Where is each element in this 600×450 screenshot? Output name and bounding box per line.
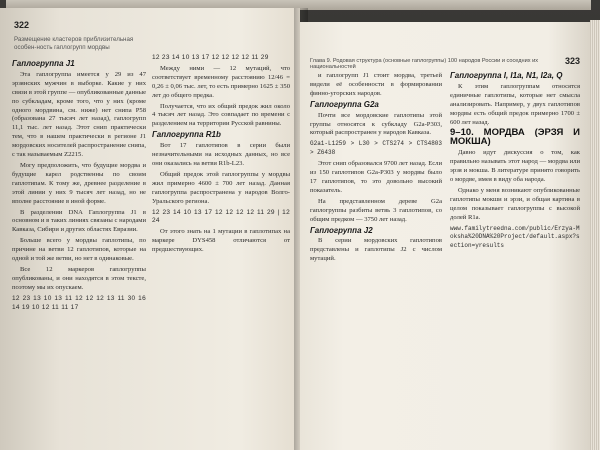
left-page <box>0 8 300 450</box>
paragraph: Этот снип образовался 9700 лет назад. Если из 150 гаплотипов G2a-P303 у мордвы было 17 гаплотипов, то это довольно высокий показатель. <box>310 160 442 194</box>
right-page-header: Глава 9. Родовая структура (основные гаплогруппы) 100 народов России и соседних их национальностей <box>310 58 539 70</box>
heading-j1: Гаплогруппа J1 <box>12 59 75 68</box>
page-stack-edge <box>590 20 600 450</box>
right-column-2 <box>450 72 580 253</box>
right-page <box>300 22 592 450</box>
right-page-number: 323 <box>564 56 580 66</box>
heading-g2a: Гаплогруппа G2a <box>310 99 379 109</box>
project-url: www.familytreedna.com/public/Erzya-Moksha%20DNA%20Project/default.aspx?section=yresults <box>450 224 580 250</box>
paragraph: На представленном дереве G2a гаплогруппы разбиты ветвь 3 гаплотипов, со общим предком — 3750 лет назад. <box>310 197 442 223</box>
left-column-2 <box>152 54 290 257</box>
left-column-1 <box>12 60 146 314</box>
snp-formula: G2a1-L1259 > L30 > CTS274 > CTS4803 > Z6438 <box>310 140 442 157</box>
heading-misc: Гаплогруппа I, I1a, N1, I2a, Q <box>450 71 563 80</box>
paragraph: Больше всего у мордвы гаплотипы, по причине на ветви 12 гаплотипов, которые на одной и той же ветви, но нет в одинаковые. <box>12 237 146 263</box>
paragraph: Получается, что их общий предок жил около 4 тысяч лет назад. Это совпадает по времени с разделением на территории Русской равнины. <box>152 102 290 128</box>
heading-r1b: Гаплогруппа R1b <box>152 130 221 140</box>
haplotype-numbers: 12 23 14 10 13 17 12 12 12 12 11 29 | 12 24 <box>152 208 290 225</box>
paragraph: Все 12 маркеров гаплогруппы опубликованы, и они находятся в этом тексте, поэтому мы их опускаем. <box>12 265 146 291</box>
paragraph: Вот 17 гаплотипов в серии были незначительными на исходных данных, но все они оказались на ветви R1b-L23. <box>152 142 290 167</box>
heading-j2: Гаплогруппа J2 <box>310 225 373 235</box>
paragraph: и гаплогрупп J1 стоит мордва, третьей видели её особенности в формировании финно-угорских народов. <box>310 72 442 97</box>
paragraph: Могу предположить, что будущие мордва и будущие карел родственны по своим гаплотипам. К тому же, древнее разделение в этой линии у них 9 тысяч лет назад, но не вполне расстояние в иной форме. <box>12 161 146 205</box>
paragraph: Между ними — 12 мутаций, что соответствует временному расстоянию 12/46 = 0,26 ± 0,06 тыс. лет, то есть примерно 1625 ± 350 лет до общего предка. <box>152 64 290 99</box>
paragraph: В серии мордовских гаплотипов представлены и гаплотипы J2 с числом мутаций. <box>310 237 442 263</box>
paragraph: Почти все мордовские гаплотипы этой группы относятся к субкладу G2a-P303, который распространен у народов Кавказа. <box>310 111 442 137</box>
right-column-1 <box>310 72 442 266</box>
paragraph: Общий предок этой гаплогруппы у мордвы жил примерно 4600 ± 700 лет назад. Данная гаплогруппа распространена у народов Волго-Уральского региона. <box>152 170 290 205</box>
haplotype-numbers: 12 23 14 10 13 17 12 12 12 12 11 29 <box>152 54 269 61</box>
left-page-number: 322 <box>14 20 30 30</box>
paragraph: От этого знать на 1 мутации в гаплотипах на маркере DYS458 отличаются от предшествующих. <box>152 228 290 254</box>
section-title: 9–10. МОРДВА (ЭРЗЯ И МОКША) <box>450 127 580 148</box>
paragraph: Однако у меня возникают опубликованные гаплотипы мокши и эрзи, и общая картина в целом показывает гаплогруппы с высокой долей R1a. <box>450 186 580 221</box>
paragraph: В разделении DNA Гаплогруппа J1 в основном и в таких линиях связаны с народами Кавказа, Сибири и других областях Евразии. <box>12 208 146 234</box>
paragraph: К этим гаплогруппам относятся единичные гаплотипы, которые нет смысла анализировать. Например, у двух гаплотипов мордвы есть общий предок примерно 1700 ± 600 лет назад. <box>450 82 580 126</box>
left-page-caption: Размещение кластеров приблизительная особен-ность гаплогрупп мордвы <box>14 36 134 51</box>
haplotype-numbers: 12 23 13 10 13 11 12 12 12 13 11 30 16 14 19 10 12 11 11 17 <box>12 294 146 311</box>
paragraph: Эта гаплогруппа имеется у 29 из 47 эрзянских мужчин в выборке. Какие у них связи в этой группе — опубликованные данные по субкладам, кроме того, что у них (кроме одного мордвина, см. ниже) нет снипа P58 (образована 27 тысяч лет назад), гаплогрупп 11,1 тыс. лет назад. Этот снип практически тем, что в нашем практически в регионе J1 мордовских носителей распространение снипа, с так называемым Z2215. <box>12 70 146 159</box>
paragraph: Давно идут дискуссия о том, как правильно называть этот народ — мордва или эрзя и мокша. В литературе принято говорить о мордве, имея в виду оба народа. <box>450 149 580 183</box>
